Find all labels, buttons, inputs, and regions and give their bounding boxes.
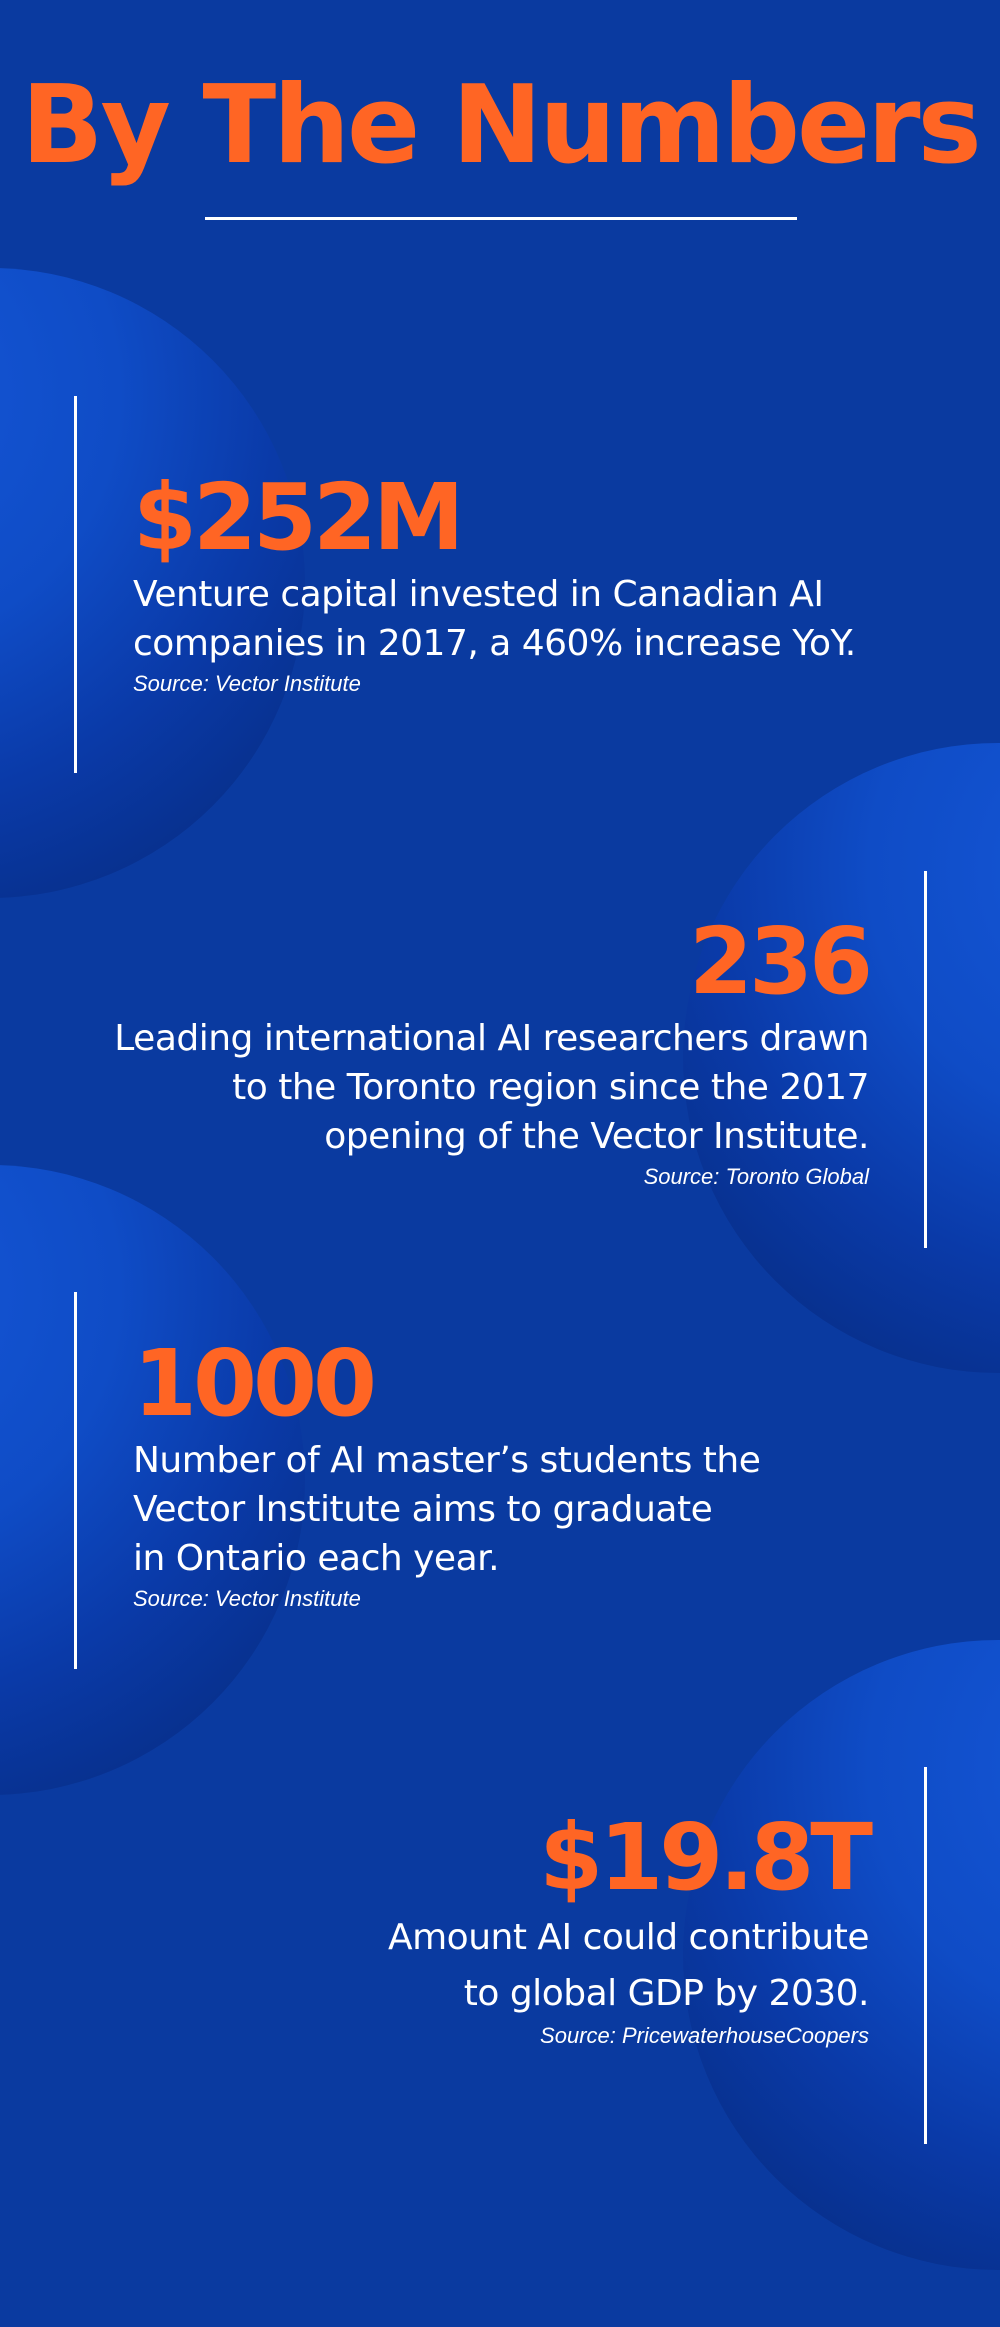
- stat-value: 236: [688, 908, 869, 1015]
- stat-divider-line: [924, 1767, 927, 2144]
- stat-source: Source: Vector Institute: [133, 1586, 361, 1611]
- title-underline: [205, 217, 797, 220]
- stat-block-masters-students: [133, 1330, 761, 1613]
- stat-divider-line: [74, 1292, 77, 1669]
- stat-source: Source: Toronto Global: [643, 1164, 869, 1189]
- stat-block-global-gdp: [387, 1804, 869, 2050]
- stat-description: Number of AI master’s students the Vector Institute aims to graduate in Ontario each year.: [133, 1440, 761, 1579]
- page-title: By The Numbers: [21, 63, 979, 188]
- stat-divider-line: [924, 871, 927, 1248]
- stat-description: Venture capital invested in Canadian AI companies in 2017, a 460% increase YoY.: [133, 574, 856, 664]
- stat-value: 1000: [133, 1330, 374, 1437]
- stat-description: Leading international AI researchers drawn to the Toronto region since the 2017 opening of the Vector Institute.: [114, 1018, 869, 1157]
- stat-block-researchers: [114, 908, 869, 1191]
- stat-source: Source: Vector Institute: [133, 671, 361, 696]
- stat-value: $252M: [133, 464, 461, 571]
- stat-divider-line: [74, 396, 77, 773]
- stat-value: $19.8T: [539, 1804, 869, 1911]
- stat-description: Amount AI could contribute to global GDP by 2030.: [387, 1917, 869, 2014]
- stat-source: Source: PricewaterhouseCoopers: [540, 2023, 869, 2048]
- stat-block-venture-capital: [133, 464, 856, 698]
